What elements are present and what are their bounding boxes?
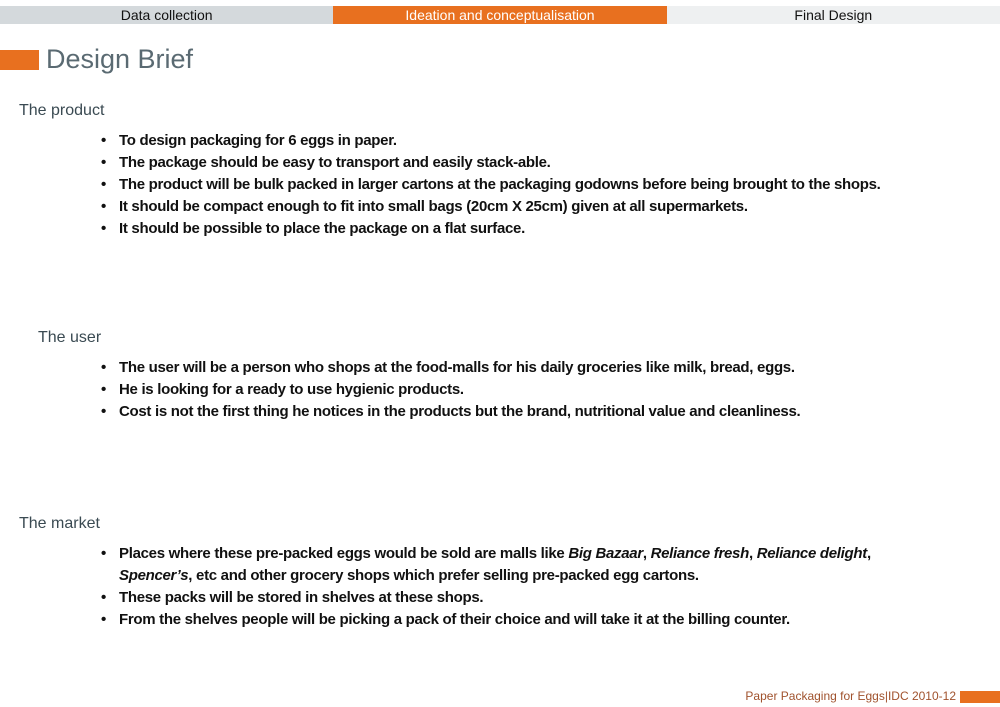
list-item: • To design packaging for 6 eggs in paper.: [101, 130, 881, 152]
heading-market: The market: [19, 515, 100, 532]
title-accent-bar: [0, 50, 39, 70]
list-item: • From the shelves people will be picking a pack of their choice and will take it at the billing counter.: [101, 609, 899, 631]
tab-ideation[interactable]: Ideation and conceptualisation: [333, 6, 666, 24]
list-item: • The user will be a person who shops at the food-malls for his daily groceries like milk, bread, eggs.: [101, 357, 800, 379]
footer-text: Paper Packaging for Eggs|IDC 2010-12: [745, 689, 956, 703]
list-item: • Cost is not the first thing he notices in the products but the brand, nutritional value and cleanliness.: [101, 401, 800, 423]
list-item: • It should be possible to place the package on a flat surface.: [101, 218, 881, 240]
list-item: • The product will be bulk packed in larger cartons at the packaging godowns before being brought to the shops.: [101, 174, 881, 196]
heading-user: The user: [38, 329, 102, 346]
list-item: • He is looking for a ready to use hygienic products.: [101, 379, 800, 401]
market-text-suffix: , etc and other grocery shops which prefer selling pre-packed egg cartons.: [188, 567, 699, 584]
list-item: • It should be compact enough to fit into small bags (20cm X 25cm) given at all supermarkets.: [101, 196, 881, 218]
tab-data-collection[interactable]: Data collection: [0, 6, 333, 24]
brand-reliance-delight: Reliance delight: [756, 545, 867, 562]
brand-spencers: Spencer’s: [119, 567, 189, 584]
list-item: • Places where these pre-packed eggs would be sold are malls like Big Bazaar, Reliance fresh, Reliance delight, Spencer’s, etc and other grocery shops which prefer selling pre-packed egg cartons.: [101, 543, 899, 587]
market-text: Places where these pre-packed eggs would be sold are malls like: [119, 545, 569, 562]
market-list: [101, 543, 899, 631]
section-tabs: [0, 6, 1000, 24]
footer-accent-bar: [960, 691, 1000, 703]
product-list: [101, 130, 881, 240]
page-title: Design Brief: [46, 44, 194, 74]
user-list: [101, 357, 800, 423]
tab-final-design[interactable]: Final Design: [667, 6, 1000, 24]
brand-reliance-fresh: Reliance fresh: [650, 545, 749, 562]
brand-big-bazaar: Big Bazaar: [568, 545, 643, 562]
list-item: • These packs will be stored in shelves at these shops.: [101, 587, 899, 609]
list-item: • The package should be easy to transport and easily stack-able.: [101, 152, 881, 174]
heading-product: The product: [19, 102, 105, 119]
